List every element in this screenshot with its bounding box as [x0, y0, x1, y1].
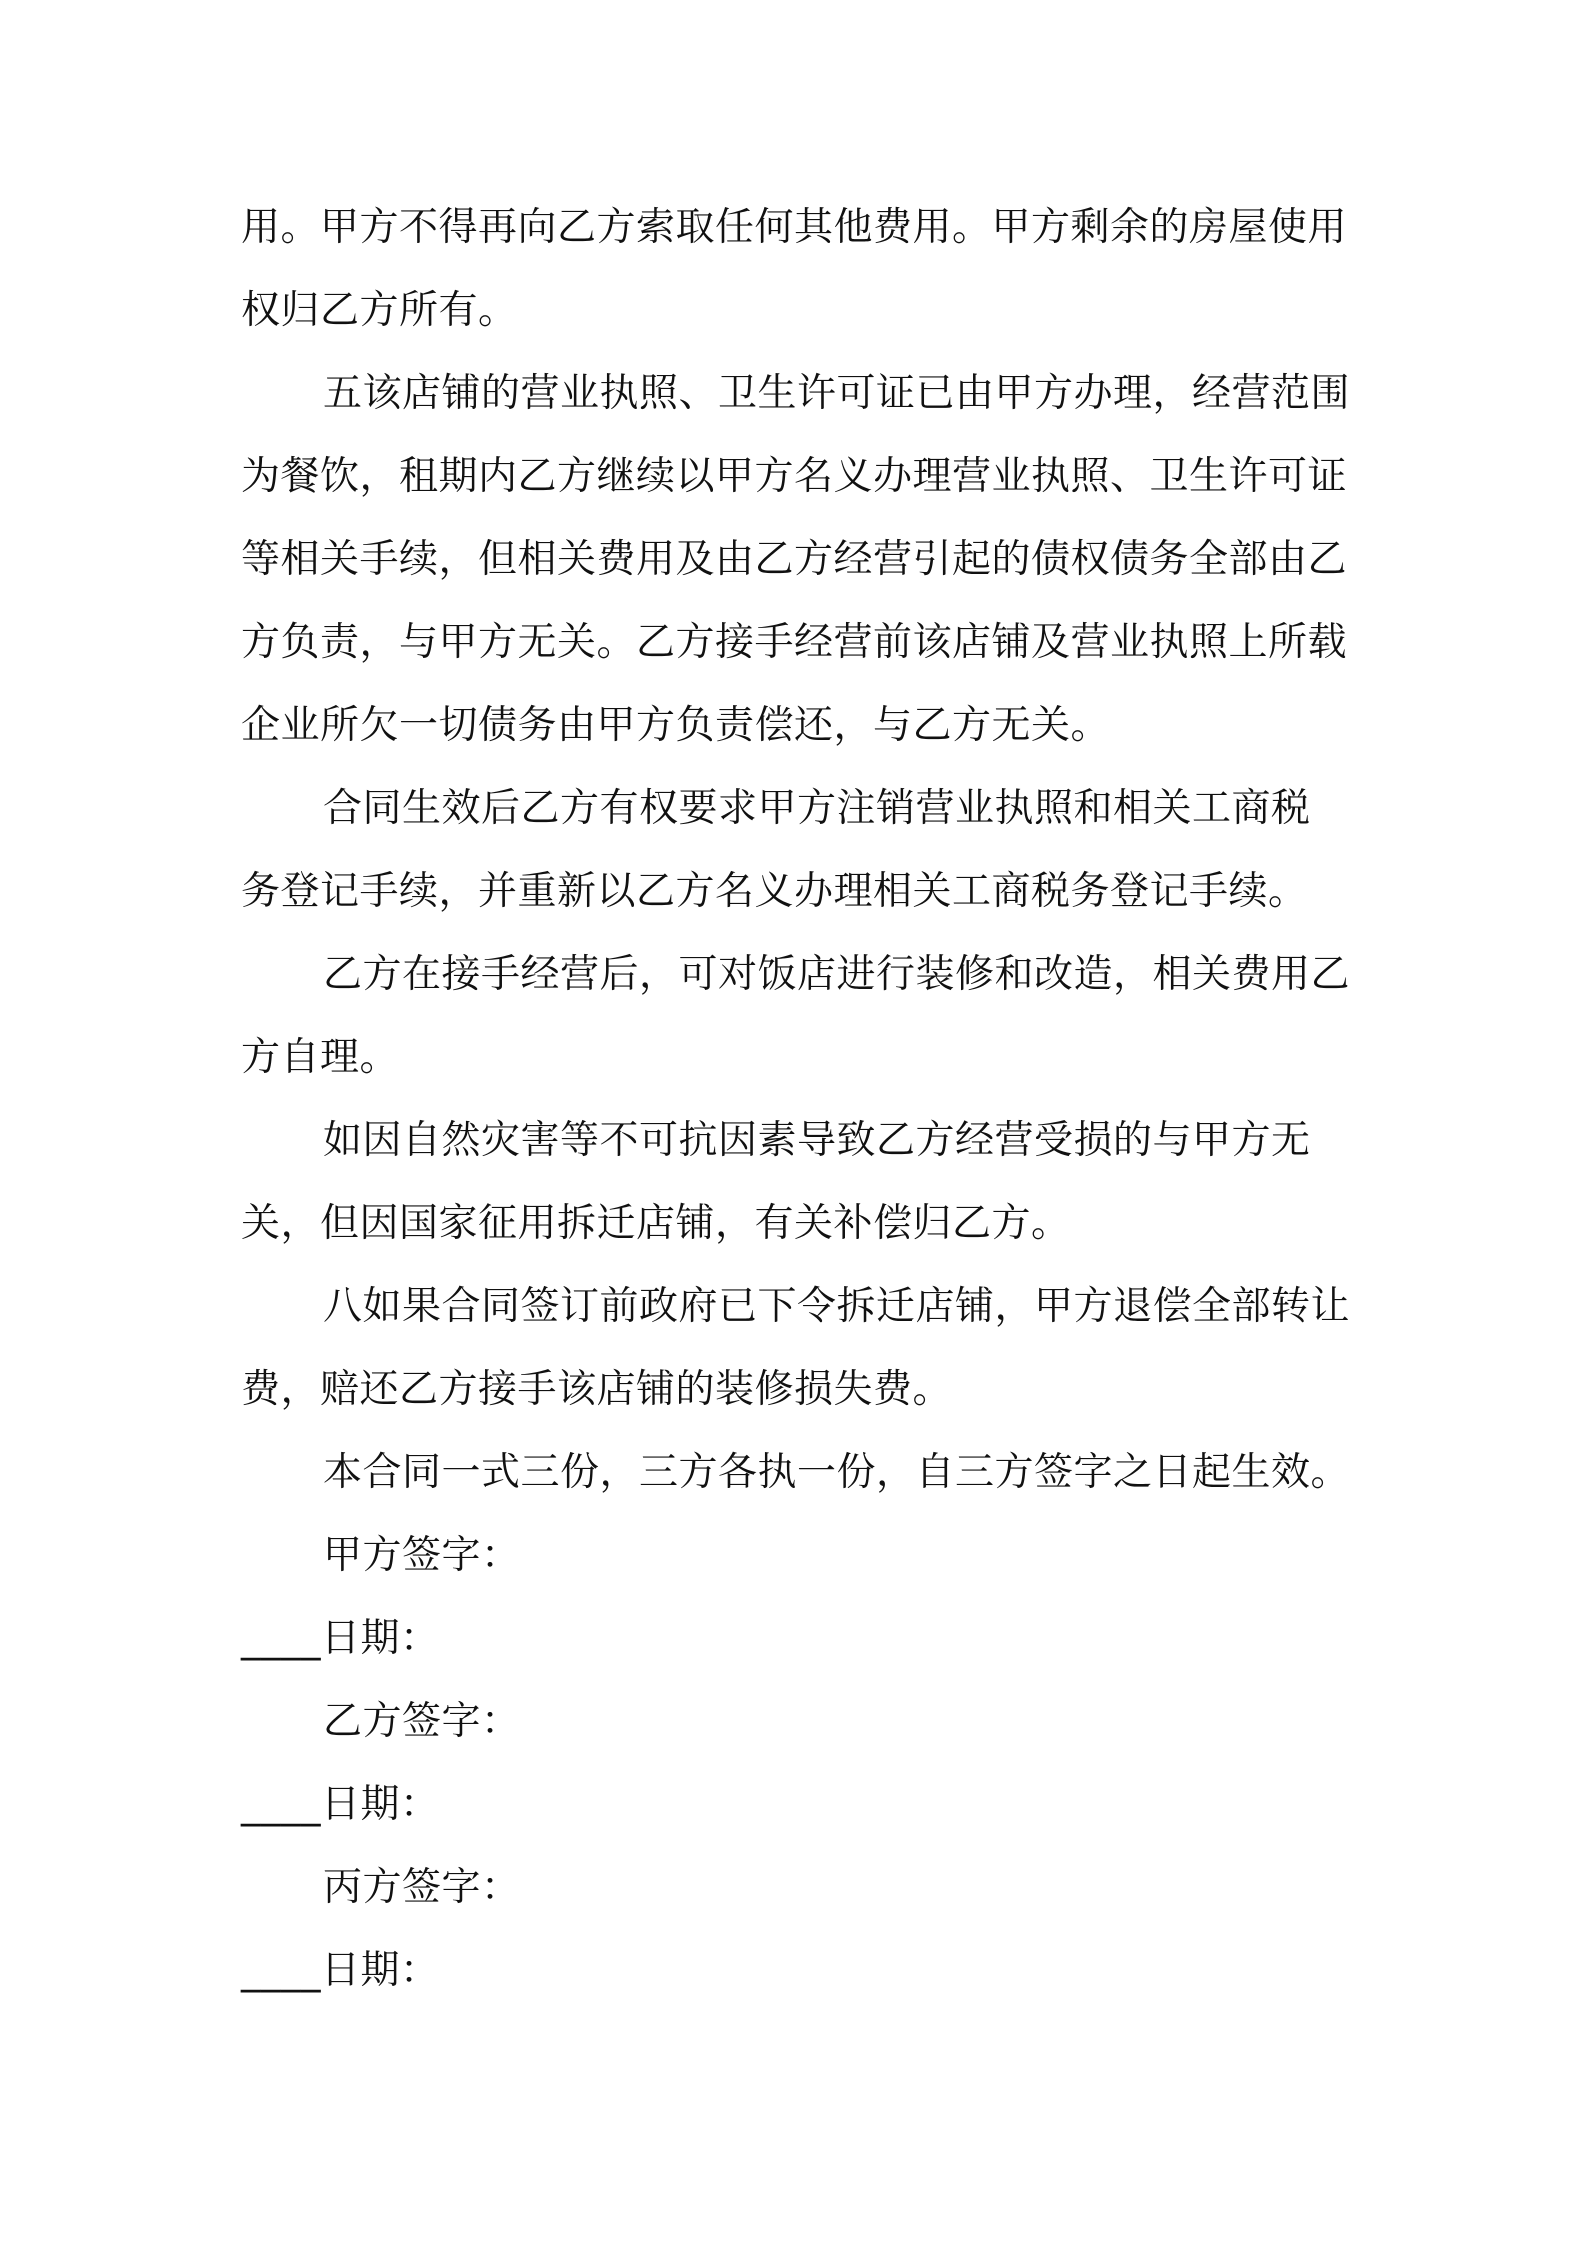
signature-party-a-label: 甲方签字： — [323, 1533, 521, 1578]
text-line: 等相关手续，但相关费用及由乙方经营引起的债权债务全部由乙 — [241, 537, 1348, 582]
signature-party-b-date: ____日期： — [241, 1782, 440, 1827]
paragraph-start: 乙方在接手经营后，可对饭店进行装修和改造，相关费用乙 — [323, 952, 1351, 997]
text-line: 权归乙方所有。 — [241, 288, 518, 333]
paragraph-start: 本合同一式三份，三方各执一份，自三方签字之日起生效。 — [323, 1450, 1351, 1495]
signature-party-c-date: ____日期： — [241, 1948, 440, 1993]
paragraph-start: 五该店铺的营业执照、卫生许可证已由甲方办理，经营范围 — [323, 371, 1351, 416]
paragraph-start: 如因自然灾害等不可抗因素导致乙方经营受损的与甲方无 — [323, 1118, 1311, 1163]
signature-party-b-label: 乙方签字： — [323, 1699, 521, 1744]
paragraph-start: 八如果合同签订前政府已下令拆迁店铺，甲方退偿全部转让 — [323, 1284, 1351, 1329]
signature-party-c-label: 丙方签字： — [323, 1865, 521, 1910]
signature-party-a-date: ____日期： — [241, 1616, 440, 1661]
text-line: 为餐饮，租期内乙方继续以甲方名义办理营业执照、卫生许可证 — [241, 454, 1348, 499]
paragraph-start: 合同生效后乙方有权要求甲方注销营业执照和相关工商税 — [323, 786, 1311, 831]
text-line: 用。甲方不得再向乙方索取任何其他费用。甲方剩余的房屋使用 — [241, 205, 1348, 250]
text-line: 方自理。 — [241, 1035, 400, 1080]
text-line: 方负责，与甲方无关。乙方接手经营前该店铺及营业执照上所载 — [241, 620, 1348, 665]
text-line: 企业所欠一切债务由甲方负责偿还，与乙方无关。 — [241, 703, 1111, 748]
text-line: 关，但因国家征用拆迁店铺，有关补偿归乙方。 — [241, 1201, 1071, 1246]
text-line: 务登记手续，并重新以乙方名义办理相关工商税务登记手续。 — [241, 869, 1308, 914]
text-line: 费，赔还乙方接手该店铺的装修损失费。 — [241, 1367, 953, 1412]
